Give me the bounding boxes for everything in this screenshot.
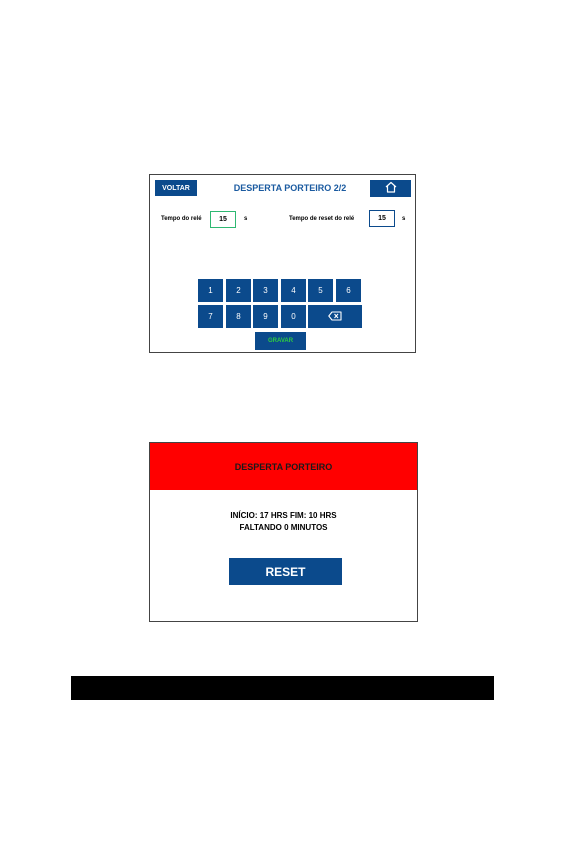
key-0[interactable]: 0 — [281, 305, 306, 328]
key-9[interactable]: 9 — [253, 305, 278, 328]
screen-title: DESPERTA PORTEIRO 2/2 — [233, 183, 347, 193]
reset-time-label: Tempo de reset do relé — [289, 216, 355, 222]
backspace-key[interactable] — [308, 305, 362, 328]
relay-time-field[interactable]: 15 — [210, 211, 236, 228]
home-icon — [384, 180, 398, 198]
key-8[interactable]: 8 — [226, 305, 251, 328]
desperta-porteiro-settings-screen — [149, 174, 416, 353]
home-button[interactable] — [370, 180, 411, 197]
save-button[interactable]: GRAVAR — [255, 332, 306, 350]
reset-time-unit: s — [402, 216, 406, 222]
key-4[interactable]: 4 — [281, 279, 306, 302]
key-1[interactable]: 1 — [198, 279, 223, 302]
relay-time-label: Tempo do relé — [161, 216, 202, 222]
key-5[interactable]: 5 — [308, 279, 333, 302]
back-button[interactable]: VOLTAR — [155, 180, 197, 196]
key-6[interactable]: 6 — [336, 279, 361, 302]
remaining-time-text: FALTANDO 0 MINUTOS — [239, 523, 328, 532]
reset-time-field[interactable]: 15 — [369, 210, 395, 227]
key-2[interactable]: 2 — [226, 279, 251, 302]
status-header: DESPERTA PORTEIRO — [150, 443, 417, 490]
schedule-text: INÍCIO: 17 HRS FIM: 10 HRS — [230, 511, 337, 520]
key-3[interactable]: 3 — [253, 279, 278, 302]
reset-button[interactable]: RESET — [229, 558, 342, 585]
desperta-porteiro-status-screen — [149, 442, 418, 622]
key-7[interactable]: 7 — [198, 305, 223, 328]
black-bar — [71, 676, 494, 700]
backspace-icon — [328, 311, 342, 323]
relay-time-unit: s — [244, 216, 248, 222]
